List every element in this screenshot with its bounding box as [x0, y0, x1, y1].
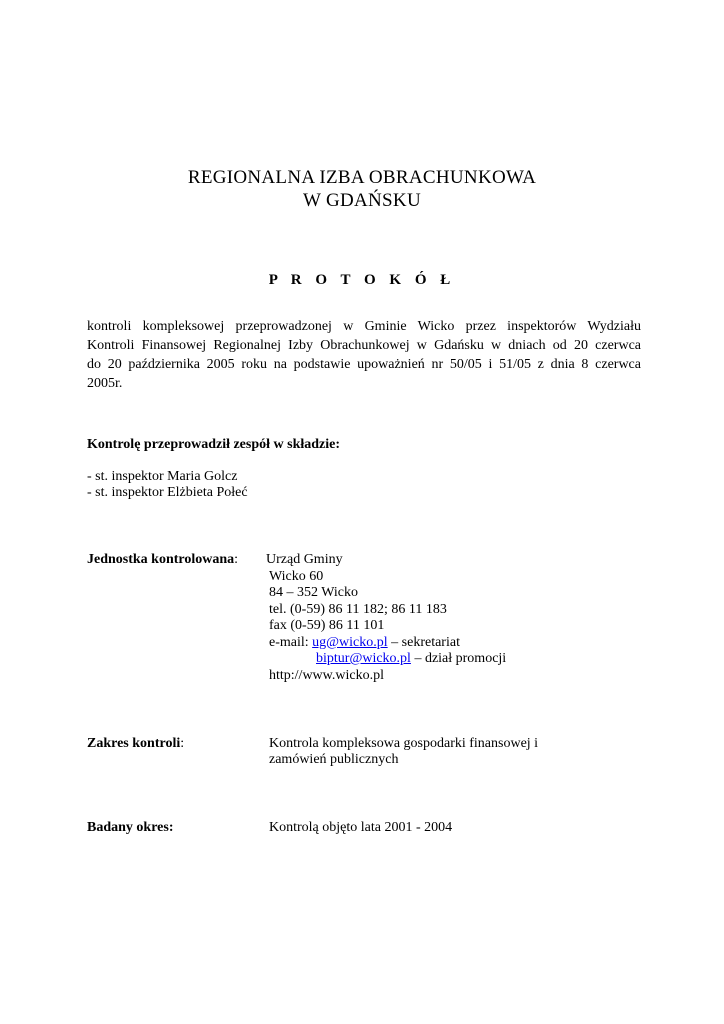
unit-email-row: [269, 634, 460, 651]
email-link-secretariat[interactable]: ug@wicko.pl: [312, 635, 388, 650]
period-label: Badany okres:: [87, 820, 174, 835]
scope-label: Zakres kontroli: [87, 736, 181, 751]
unit-name: Urząd Gminy: [266, 552, 343, 567]
unit-postal: 84 – 352 Wicko: [269, 585, 359, 600]
intro-line: Kontroli Finansowej Regionalnej Izby Obrachunkowej w Gdańsku w dniach od 20 czerwca: [87, 338, 641, 353]
header-line-1: REGIONALNA IZBA OBRACHUNKOWA: [187, 167, 537, 188]
unit-tel: tel. (0-59) 86 11 182; 86 11 183: [269, 602, 447, 617]
unit-label-row: [87, 551, 238, 568]
intro-line: kontroli kompleksowej przeprowadzonej w Gminie Wicko przez inspektorów Wydziału: [87, 319, 641, 334]
unit-label-colon: :: [234, 552, 239, 567]
email-desc-secretariat: – sekretariat: [387, 635, 460, 650]
unit-label: Jednostka kontrolowana: [87, 552, 235, 567]
period-value: Kontrolą objęto lata 2001 - 2004: [269, 820, 453, 835]
email-prefix: e-mail:: [269, 635, 313, 650]
email-link-promotion[interactable]: biptur@wicko.pl: [316, 651, 411, 666]
scope-line-1: Kontrola kompleksowa gospodarki finansowej i: [269, 736, 539, 751]
scope-label-row: [87, 735, 184, 752]
team-heading: Kontrolę przeprowadził zespół w składzie:: [87, 437, 341, 452]
unit-street: Wicko 60: [269, 569, 324, 584]
intro-line: do 20 października 2005 roku na podstawie upoważnień nr 50/05 i 51/05 z dnia 8 czerwca: [87, 357, 641, 372]
team-member: - st. inspektor Maria Golcz: [87, 469, 238, 484]
team-member: - st. inspektor Elżbieta Połeć: [87, 485, 248, 500]
unit-website: http://www.wicko.pl: [269, 668, 384, 683]
protocol-title: P R O T O K Ó Ł: [268, 272, 456, 288]
header-line-2: W GDAŃSKU: [303, 190, 421, 211]
unit-email-row-2: [316, 650, 506, 667]
scope-label-colon: :: [180, 736, 185, 751]
email-desc-promotion: – dział promocji: [410, 651, 507, 666]
intro-line: 2005r.: [87, 376, 123, 391]
unit-fax: fax (0-59) 86 11 101: [269, 618, 385, 633]
intro-paragraph: [87, 317, 641, 393]
scope-line-2: zamówień publicznych: [269, 752, 399, 767]
